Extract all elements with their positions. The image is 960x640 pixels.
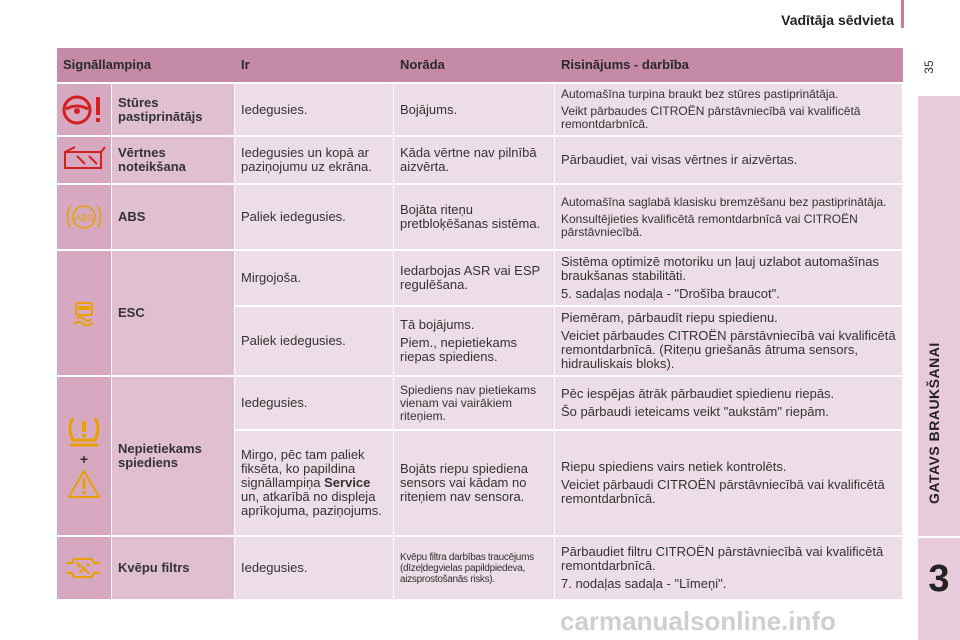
light-solution	[555, 84, 903, 135]
col-header-indicates: Norāda	[394, 48, 555, 82]
light-name: Kvēpu filtrs	[112, 537, 235, 599]
light-meaning: Bojājums.	[394, 84, 555, 135]
service-keyword: Service	[324, 475, 371, 490]
status-text: un, atkarībā no displeja aprīkojuma, paziņojums.	[241, 489, 382, 518]
col-header-solution: Risinājums - darbība	[555, 48, 903, 82]
light-solution	[555, 377, 903, 429]
light-meaning: Bojāta riteņu pretbloķēšanas sistēma.	[394, 185, 555, 249]
light-meaning	[394, 307, 555, 375]
table-row	[57, 84, 903, 135]
solution-line: Veikt pārbaudes CITROËN pārstāvniecībā vai kvalificētā remontdarbnīcā.	[561, 104, 861, 131]
page-header-title: Vadītāja sēdvieta	[781, 12, 894, 28]
solution-line: Konsultējieties kvalificētā remontdarbnīcā vai CITROËN pārstāvniecībā.	[561, 211, 858, 239]
header-accent-bar	[901, 0, 904, 28]
icon-cell	[57, 84, 112, 135]
light-status	[235, 431, 394, 535]
warning-triangle-icon	[66, 468, 102, 500]
light-name: Nepietiekams spiediens	[112, 377, 235, 535]
light-meaning: Iedarbojas ASR vai ESP regulēšana.	[394, 251, 555, 305]
light-name: Stūres pastiprinātājs	[112, 84, 235, 135]
solution-line: Pārbaudiet, vai visas vērtnes ir aizvērtas.	[561, 152, 798, 167]
esc-skid-icon	[69, 298, 99, 328]
light-status: Iedegusies.	[235, 377, 394, 429]
light-solution	[555, 307, 903, 375]
solution-line: Sistēma optimizē motoriku un ļauj uzlabot automašīnas braukšanas stabilitāti.	[561, 254, 879, 283]
plus-sign: +	[79, 451, 89, 467]
warning-lights-table	[57, 46, 903, 601]
light-meaning: Kvēpu filtra darbības traucējums (dīzeļdegvielas papildpiedeva, aizsprostošanās risks).	[394, 537, 555, 599]
solution-line: Pārbaudiet filtru CITROËN pārstāvniecībā vai kvalificētā remontdarbnīcā.	[561, 544, 884, 573]
icon-cell	[57, 377, 112, 535]
table-row	[57, 251, 903, 305]
light-name: Vērtnes noteikšana	[112, 137, 235, 183]
light-solution	[555, 185, 903, 249]
table-header-row	[57, 48, 903, 82]
solution-line: Veiciet pārbaudes CITROËN pārstāvniecībā vai kvalificētā remontdarbnīcā. (Riteņu griešanās ātruma sensors, hidrauliskais bloks).	[561, 328, 896, 371]
light-solution	[555, 537, 903, 599]
solution-line: 7. nodaļas sadaļa - "Līmeņi".	[561, 576, 727, 591]
particle-filter-icon	[62, 555, 106, 581]
table-row	[57, 185, 903, 249]
abs-icon	[64, 200, 104, 234]
light-status: Iedegusies un kopā ar paziņojumu uz ekrāna.	[235, 137, 394, 183]
light-solution	[555, 137, 903, 183]
icon-cell	[57, 251, 112, 375]
solution-line: Riepu spiediens vairs netiek kontrolēts.	[561, 459, 787, 474]
side-tab-divider	[918, 536, 960, 538]
col-header-light: Signāllampiņa	[57, 48, 235, 82]
steering-warning-icon	[61, 93, 107, 127]
light-solution	[555, 431, 903, 535]
light-status: Iedegusies.	[235, 537, 394, 599]
meaning-line: Piem., nepietiekams riepas spiediens.	[400, 335, 518, 364]
table-row	[57, 137, 903, 183]
solution-line: Automašīna saglabā klasisku bremzēšanu bez pastiprinātāja.	[561, 194, 887, 209]
table-row	[57, 537, 903, 599]
solution-line: Pēc iespējas ātrāk pārbaudiet spiedienu riepās.	[561, 386, 835, 401]
svg-text:ABS: ABS	[74, 213, 94, 223]
light-status: Paliek iedegusies.	[235, 307, 394, 375]
solution-line: Veiciet pārbaudi CITROËN pārstāvniecībā vai kvalificētā remontdarbnīcā.	[561, 477, 885, 506]
col-header-state: Ir	[235, 48, 394, 82]
tyre-pressure-icon	[64, 412, 104, 450]
solution-line: Automašīna turpina braukt bez stūres pastiprinātāja.	[561, 87, 839, 101]
meaning-line: Tā bojājums.	[400, 317, 475, 332]
watermark: carmanualsonline.info	[560, 606, 836, 636]
light-status: Paliek iedegusies.	[235, 185, 394, 249]
icon-cell	[57, 137, 112, 183]
door-open-icon	[61, 145, 107, 175]
icon-cell	[57, 185, 112, 249]
chapter-side-title: GATAVS BRAUKŠANAI	[926, 342, 942, 504]
table-row	[57, 377, 903, 429]
solution-line: 5. sadaļas nodaļa - "Drošība braucot".	[561, 286, 780, 301]
chapter-number: 3	[928, 558, 950, 600]
light-name: ESC	[112, 251, 235, 375]
light-meaning: Spiediens nav pietiekams vienam vai vairākiem riteņiem.	[394, 377, 555, 429]
light-meaning: Bojāts riepu spiediena sensors vai kādam no riteņiem nav sensora.	[394, 431, 555, 535]
status-text: Mirgo, pēc tam paliek fiksēta, ko papildina signāllampiņa	[241, 447, 365, 490]
icon-cell	[57, 537, 112, 599]
solution-line: Šo pārbaudi ieteicams veikt "aukstām" riepām.	[561, 404, 829, 419]
light-name: ABS	[112, 185, 235, 249]
light-status: Iedegusies.	[235, 84, 394, 135]
light-meaning: Kāda vērtne nav pilnībā aizvērta.	[394, 137, 555, 183]
light-solution	[555, 251, 903, 305]
light-status: Mirgojoša.	[235, 251, 394, 305]
solution-line: Piemēram, pārbaudīt riepu spiedienu.	[561, 310, 778, 325]
page-number: 35	[922, 60, 936, 74]
